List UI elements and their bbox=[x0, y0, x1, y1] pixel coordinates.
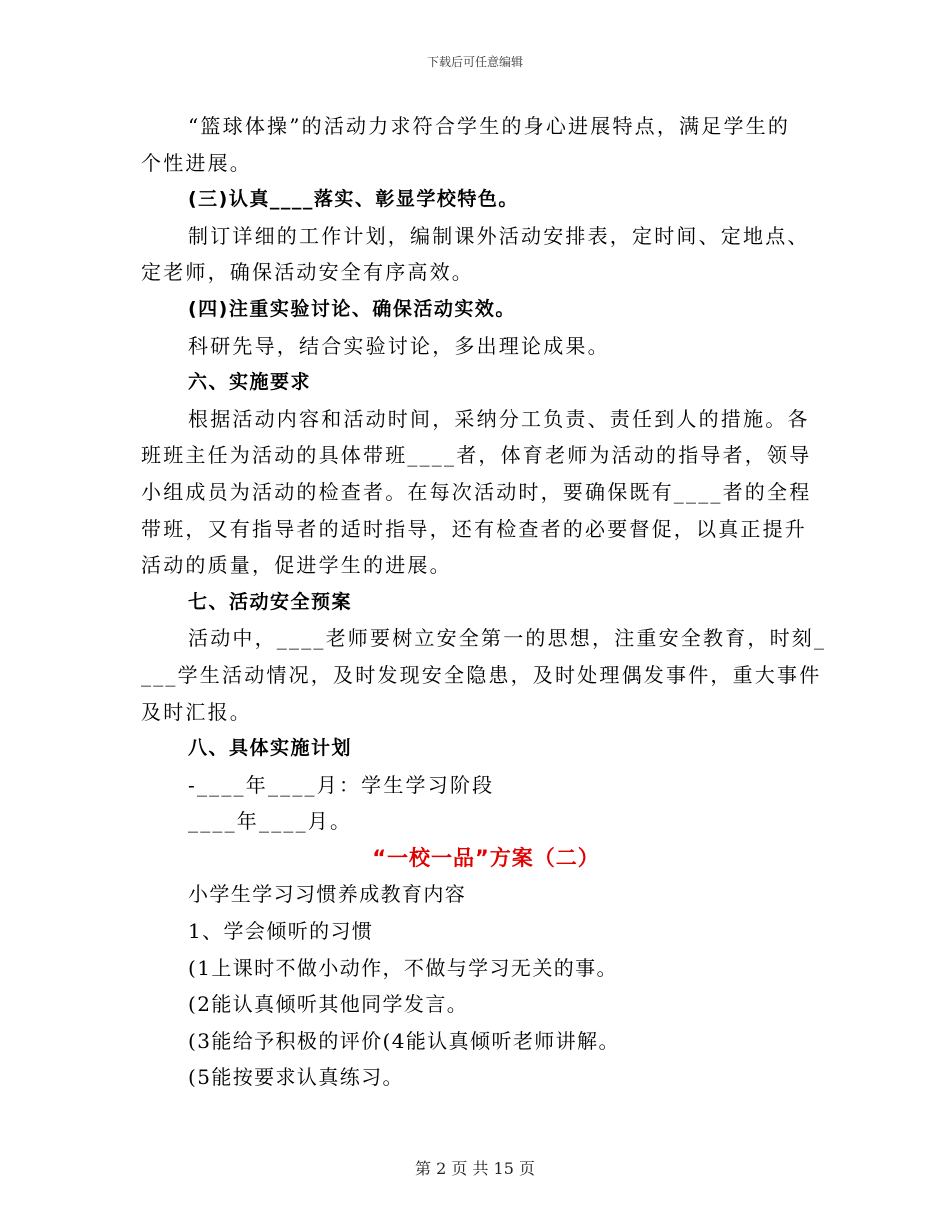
section-title: “一校一品”方案（二） bbox=[372, 845, 600, 870]
list-item: (2能认真倾听其他同学发言。 bbox=[188, 992, 469, 1017]
paragraph-line: 活动的质量，促进学生的进展。 bbox=[141, 553, 452, 578]
paragraph-line: 小学生学习习惯养成教育内容 bbox=[188, 882, 467, 907]
paragraph-line: 科研先导，结合实验讨论，多出理论成果。 bbox=[188, 333, 610, 358]
list-item: (1上课时不做小动作，不做与学习无关的事。 bbox=[188, 955, 618, 980]
paragraph-line: -____年____月：学生学习阶段 bbox=[188, 772, 495, 797]
paragraph-line: 制订详细的工作计划，编制课外活动安排表，定时间、定地点、 bbox=[188, 223, 810, 248]
heading: 七、活动安全预案 bbox=[188, 590, 353, 613]
heading: 六、实施要求 bbox=[188, 371, 312, 394]
paragraph-line: 及时汇报。 bbox=[141, 699, 252, 724]
paragraph-line: “篮球体操”的活动力求符合学生的身心进展特点，满足学生的 bbox=[188, 114, 791, 138]
paragraph-line: 根据活动内容和活动时间，采纳分工负责、责任到人的措施。各 bbox=[188, 406, 810, 431]
page-footer: 第 2 页 共 15 页 bbox=[415, 1159, 535, 1178]
paragraph-line: 定老师，确保活动安全有序高效。 bbox=[141, 260, 474, 285]
paragraph-line: 班班主任为活动的具体带班____者，体育老师为活动的指导者，领导 bbox=[141, 443, 812, 468]
list-item: (3能给予积极的评价(4能认真倾听老师讲解。 bbox=[188, 1028, 620, 1053]
paragraph-line: 个性进展。 bbox=[141, 150, 252, 175]
document-body bbox=[141, 108, 827, 1096]
paragraph-line: ____年____月。 bbox=[188, 809, 353, 834]
paragraph-line: 带班，又有指导者的适时指导，还有检查者的必要督促，以真正提升 bbox=[141, 516, 807, 541]
subheading: (三)认真____落实、彰显学校特色。 bbox=[188, 188, 519, 211]
list-heading: 1、学会倾听的习惯 bbox=[188, 919, 374, 944]
paragraph-line: ___学生活动情况，及时发现安全隐患，及时处理偶发事件，重大事件 bbox=[141, 662, 822, 687]
heading: 八、具体实施计划 bbox=[188, 737, 353, 760]
subheading: (四)注重实验讨论、确保活动实效。 bbox=[188, 297, 516, 320]
page-header: 下载后可任意编辑 bbox=[426, 55, 523, 69]
paragraph-line: 小组成员为活动的检查者。在每次活动时，要确保既有____者的全程 bbox=[141, 479, 812, 504]
list-item: (5能按要求认真练习。 bbox=[188, 1065, 404, 1090]
paragraph-line: 活动中，____老师要树立安全第一的思想，注重安全教育，时刻_ bbox=[188, 626, 827, 651]
